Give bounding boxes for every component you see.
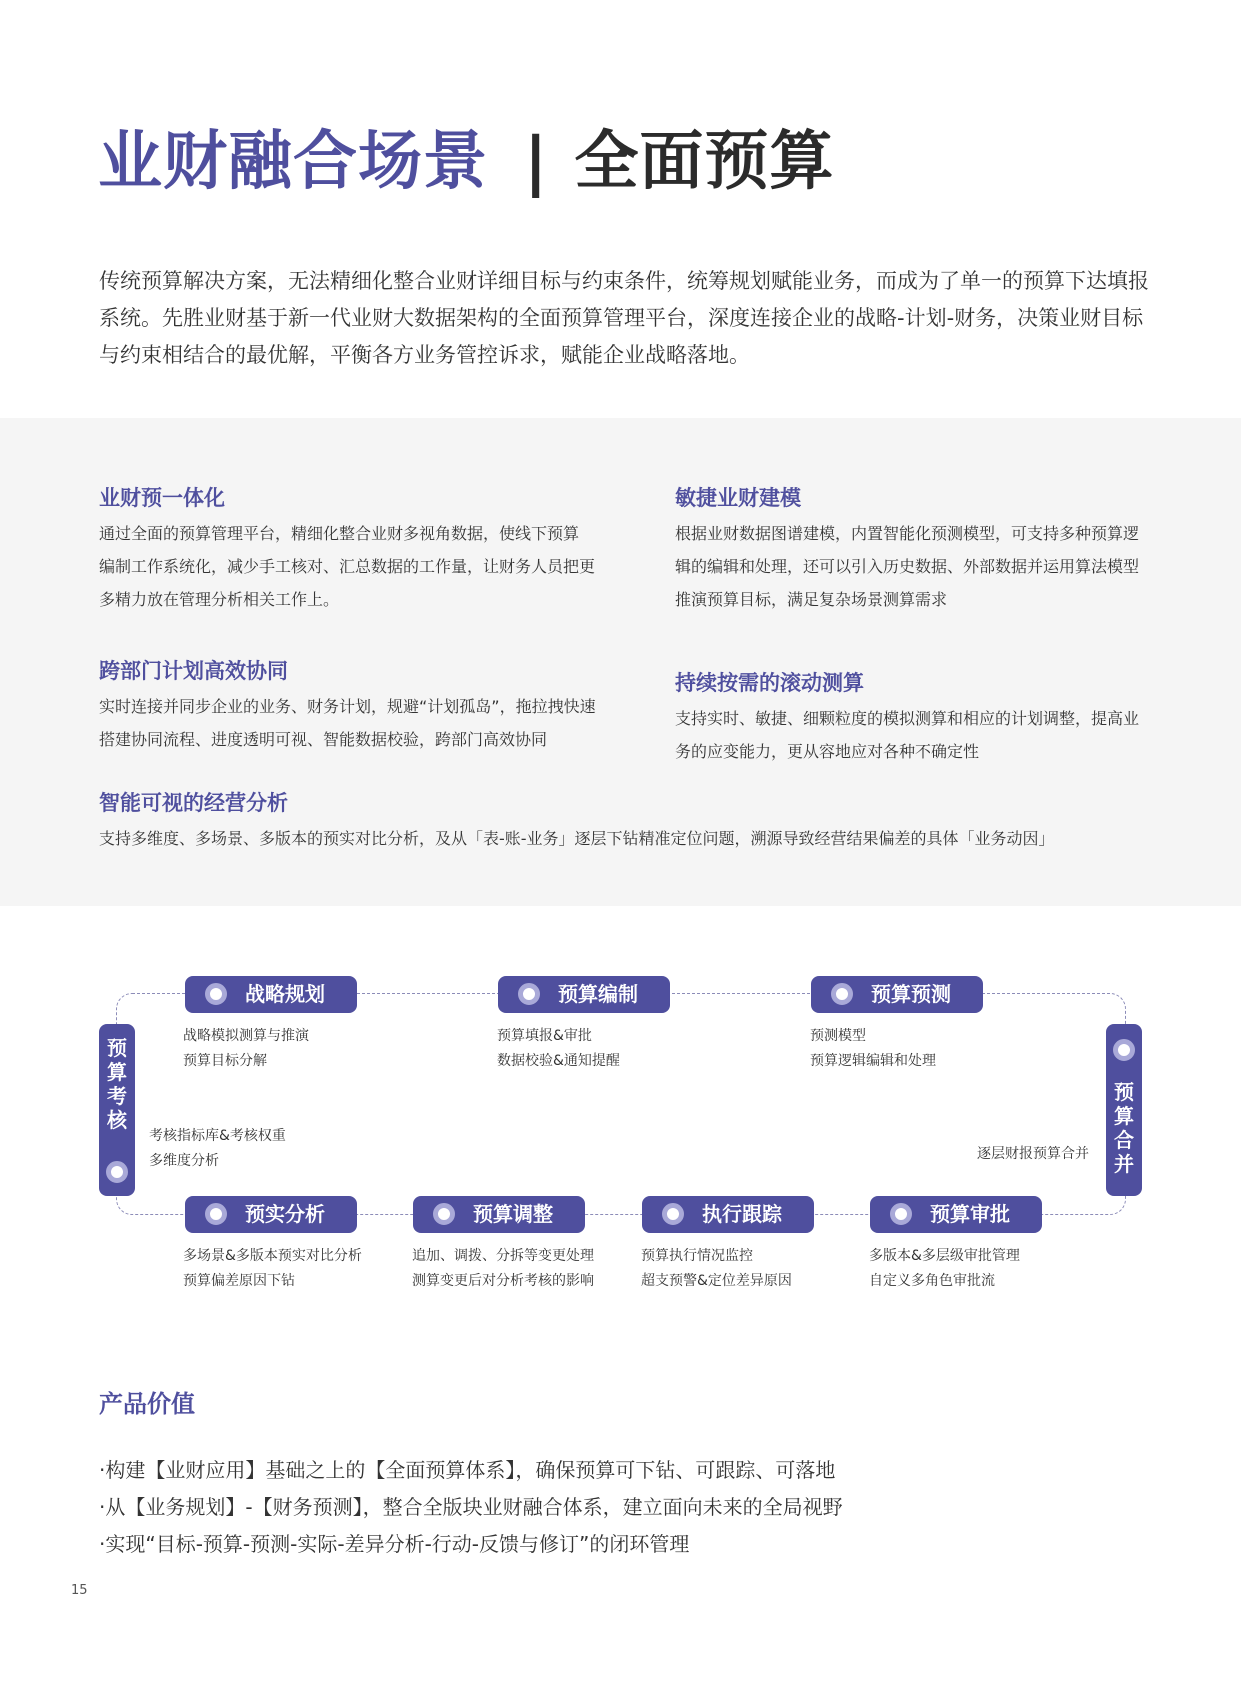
step-desc-line: 战略模拟测算与推演 [183,1028,309,1044]
step-desc-line: 预测模型 [810,1028,866,1044]
feature-line: 辑的编辑和处理，还可以引入历史数据、外部数据并运用算法模型 [675,557,1140,576]
feature-integration [99,483,619,616]
value-item: ·构建【业财应用】基础之上的【全面预算体系】，确保预算可下钻、可跟踪、可落地 [99,1458,836,1482]
step-desc [869,1244,1020,1294]
value-item: ·实现“目标-预算-预测-实际-差异分析-行动-反馈与修订”的闭环管理 [99,1532,690,1556]
step-budget-approval [870,1196,1042,1233]
step-desc [641,1244,792,1294]
step-desc-line: 预算填报&审批 [497,1028,592,1044]
feature-agile-modeling [675,483,1195,616]
step-desc [183,1024,309,1074]
page-number: 15 [71,1583,88,1598]
feature-line: 编制工作系统化，减少手工核对、汇总数据的工作量，让财务人员把更 [99,557,596,576]
feature-title: 业财预一体化 [99,486,225,510]
step-dot-icon [205,1203,227,1225]
feature-analysis [99,788,1159,855]
feature-line: 实时连接并同步企业的业务、财务计划，规避“计划孤岛”，拖拉拽快速 [99,697,596,716]
title-separator: | [524,125,549,199]
feature-desc [99,517,619,616]
feature-title: 智能可视的经营分析 [99,791,288,815]
feature-line: 支持多维度、多场景、多版本的预实对比分析，及从「表-账-业务」逐层下钻精准定位问题，溯源导致经营结果偏差的具体「业务动因」 [99,829,1055,848]
step-label: 预算预测 [871,982,951,1006]
step-label: 预 算 考 核 [107,1036,127,1132]
step-dot-icon [1113,1039,1135,1061]
step-strategy-planning [185,976,357,1013]
product-value-title: 产品价值 [99,1390,195,1418]
step-dot-icon [106,1161,128,1183]
step-dot-icon [662,1203,684,1225]
feature-desc [675,517,1195,616]
feature-line: 推演预算目标，满足复杂场景测算需求 [675,590,948,609]
step-desc-line: 多维度分析 [149,1153,219,1169]
step-desc-line: 预算逻辑编辑和处理 [810,1053,936,1069]
feature-collaboration [99,656,639,756]
step-desc [149,1124,286,1174]
step-dot-icon [890,1203,912,1225]
step-dot-icon [518,983,540,1005]
step-desc-line: 预算执行情况监控 [641,1248,753,1264]
budget-flow-diagram [0,906,1241,1306]
step-budget-assessment [99,1024,135,1196]
step-label: 预算编制 [558,982,638,1006]
step-desc [183,1244,362,1294]
step-desc-line: 考核指标库&考核权重 [149,1128,286,1144]
step-label: 战略规划 [245,982,325,1006]
feature-desc [99,690,639,756]
step-desc-line: 数据校验&通知提醒 [497,1053,620,1069]
step-desc-line: 追加、调拨、分拆等变更处理 [412,1248,594,1264]
step-desc-line: 自定义多角色审批流 [869,1273,995,1289]
step-desc [977,1142,1089,1167]
step-budget-consolidation [1106,1024,1142,1196]
step-desc [810,1024,936,1074]
feature-title: 跨部门计划高效协同 [99,659,288,683]
step-label: 预算调整 [473,1202,553,1226]
step-desc-line: 超支预警&定位差异原因 [641,1273,792,1289]
feature-rolling-forecast [675,668,1195,768]
feature-desc [99,822,1159,855]
step-desc-line: 预算偏差原因下钻 [183,1273,295,1289]
step-budget-compilation [498,976,670,1013]
feature-title: 持续按需的滚动测算 [675,671,864,695]
step-dot-icon [831,983,853,1005]
feature-desc [675,702,1195,768]
step-actual-analysis [185,1196,357,1233]
title-part2: 全面预算 [574,125,835,199]
step-budget-forecast [811,976,983,1013]
step-desc-line: 测算变更后对分析考核的影响 [412,1273,594,1289]
feature-line: 搭建协同流程、进度透明可视、智能数据校验，跨部门高效协同 [99,730,548,749]
feature-line: 支持实时、敏捷、细颗粒度的模拟测算和相应的计划调整，提高业 [675,709,1140,728]
step-desc-line: 多场景&多版本预实对比分析 [183,1248,362,1264]
intro-paragraph: 传统预算解决方案，无法精细化整合业财详细目标与约束条件，统筹规划赋能业务，而成为了单一的预算下达填报系统。先胜业财基于新一代业财大数据架构的全面预算管理平台，深度连接企业的战略-计划-财务，决策业财目标与约束相结合的最优解，平衡各方业务管控诉求，赋能企业战略落地。 [99,269,1149,367]
feature-line: 根据业财数据图谱建模，内置智能化预测模型，可支持多种预算逻 [675,524,1140,543]
step-desc-line: 逐层财报预算合并 [977,1146,1089,1162]
feature-line: 务的应变能力，更从容地应对各种不确定性 [675,742,980,761]
step-desc [497,1024,620,1074]
step-label: 预算审批 [930,1202,1010,1226]
feature-line: 通过全面的预算管理平台，精细化整合业财多视角数据，使线下预算 [99,524,580,543]
step-dot-icon [205,983,227,1005]
step-label: 预 算 合 并 [1114,1080,1134,1176]
feature-title: 敏捷业财建模 [675,486,801,510]
step-desc-line: 多版本&多层级审批管理 [869,1248,1020,1264]
features-panel [0,418,1241,906]
product-value-list [99,1452,843,1563]
step-desc [412,1244,594,1294]
page-title [98,110,834,202]
step-desc-line: 预算目标分解 [183,1053,267,1069]
value-item: ·从【业务规划】-【财务预测】，整合全版块业财融合体系，建立面向未来的全局视野 [99,1495,843,1519]
title-part1: 业财融合场景 [98,125,488,199]
step-label: 执行跟踪 [702,1202,782,1226]
feature-line: 多精力放在管理分析相关工作上。 [99,590,340,609]
step-execution-tracking [642,1196,814,1233]
step-dot-icon [433,1203,455,1225]
step-budget-adjustment [413,1196,585,1233]
step-label: 预实分析 [245,1202,325,1226]
